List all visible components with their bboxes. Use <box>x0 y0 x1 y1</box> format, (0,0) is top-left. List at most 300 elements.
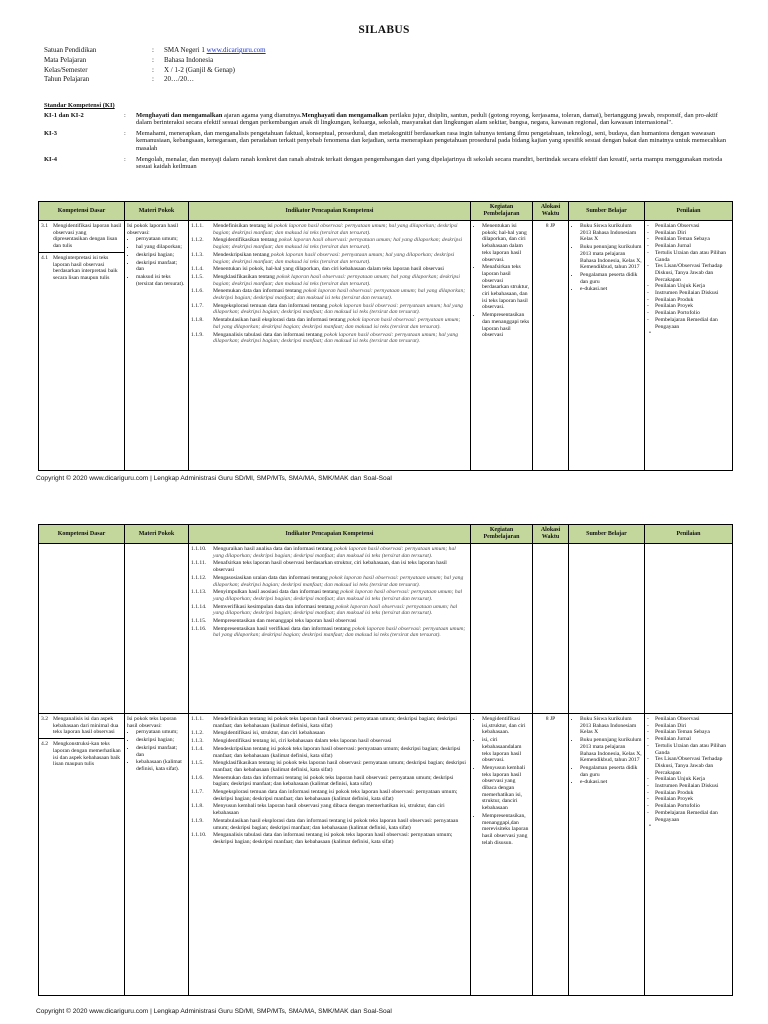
indikator-cell <box>189 221 471 471</box>
indicator-number: 1.1.3. <box>191 738 204 745</box>
header-sumber: Sumber Belajar <box>569 525 645 544</box>
table-header-row <box>39 202 733 221</box>
kd-text: Mengidentifikasi laporan hasil observasi yang dipresentasikan dengan lisan dan tulis <box>53 223 122 250</box>
indicator-text <box>213 803 468 816</box>
list-item: • Buku penunjang kurikulum 2013 mata pelajaran Bahasa Indonesia, Kelas X, Kemendikbud, tahun 2017 <box>580 737 642 764</box>
kd-item <box>41 255 122 282</box>
list-item <box>647 736 730 743</box>
indicator-text-plain: Menemukan data dan informasi tentang <box>213 288 304 295</box>
list-item: • Mempresentasikan dan menanggapi teks laporan hasil observasi <box>482 312 530 339</box>
penilaian-text: Penilaian Teman Sebaya <box>655 236 710 243</box>
list-item: • deskripsi bagian; <box>136 737 186 744</box>
indicator-item <box>191 818 468 831</box>
header-alokasi: Alokasi Waktu <box>533 202 569 221</box>
kd-number: 3.1 <box>41 223 48 229</box>
meta-colon: : <box>152 65 154 74</box>
dash-bullet: - <box>647 236 649 243</box>
dash-bullet: - <box>647 263 649 270</box>
school-name: SMA Negeri 1 <box>164 46 205 54</box>
indicator-text-plain: Mengklasifikasikan tentang isi pokok teks laporan hasil observasi: pernyataan umum; deskripsi bagian; deskripsi manfaat; dan kebahasaan (kalimat definisi, kata sifat) <box>213 760 466 773</box>
indicator-text-plain: Mengklasifikasikan tentang <box>213 273 277 280</box>
meta-colon: : <box>152 55 154 64</box>
indicator-number: 1.1.10. <box>191 832 207 839</box>
dash-bullet: - <box>647 796 649 803</box>
indicator-text <box>213 288 468 301</box>
indicator-text-italic: pokok laporan hasil observasi: pernyataan umum; hal yang dilaporkan; deskripsi bagian; deskripsi manfaat; dan maksud isi teks (tersirat dan tersurat). <box>213 317 461 330</box>
list-item <box>647 716 730 723</box>
penilaian-list <box>647 223 730 337</box>
indicator-text-plain: Mendefinisikan tentang isi pokok teks laporan hasil observasi: pernyataan umum; deskripsi bagian; deskripsi manfaat; dan kebahasaan (kalimat definisi, kata sifat) <box>213 716 457 729</box>
list-item <box>647 783 730 790</box>
kd-text: Menginterpretasi isi teks laporan hasil observasi berdasarkan interpretasi baik secara lisan maupun tulis <box>53 254 118 281</box>
dash-bullet: - <box>647 716 649 722</box>
kd-divider <box>39 252 124 253</box>
penilaian-text: Tertulis Uraian dan atau Pilihan Ganda <box>655 742 727 756</box>
syllabus-table-1 <box>38 201 733 471</box>
list-item: • Pengalaman peserta didik dan guru <box>580 272 642 285</box>
indicator-text-italic: pokok laporan hasil observasi: pernyataan umum; hal yang dilaporkan; deskripsi bagian; deskripsi manfaat; dan maksud isi teks (tersirat dan tersurat). <box>213 546 456 559</box>
materi-cell <box>125 221 189 471</box>
header-indikator: Indikator Pencapaian Kompetensi <box>189 202 471 221</box>
table-row <box>39 714 733 996</box>
kd-item <box>41 223 122 250</box>
header-kegiatan: Kegiatan Pembelajaran <box>471 202 533 221</box>
list-item: • Mempresentasikan, menanggapi,dan merevisiteks laporan hasil observasi yang telah disusun. <box>482 813 530 847</box>
header-kompetensi-dasar: Kompetensi Dasar <box>39 202 125 221</box>
indicator-number: 1.1.11. <box>191 560 207 567</box>
indicator-item <box>191 618 468 625</box>
indicator-text <box>213 738 468 745</box>
indicator-number: 1.1.4. <box>191 745 204 752</box>
indicator-text <box>213 575 468 588</box>
materi-list <box>127 729 186 772</box>
indicator-text-plain: Mentabulasikan hasil eksplorasi data dan informasi tentang <box>213 317 348 324</box>
header-penilaian: Penilaian <box>645 202 733 221</box>
ki-bold: Menghayati dan mengamalkan <box>136 111 223 119</box>
list-item <box>647 297 730 304</box>
indicator-item <box>191 575 468 588</box>
sumber-list <box>571 223 642 293</box>
indicator-text <box>213 618 468 625</box>
indicator-text-plain: Menganalisis tabulasi data dan informasi tentang isi pokok teks laporan hasil observasi: pernyataan umum; deskripsi bagian; deskripsi manfaat; dan kebahasaan (kalimat definisi, kata sifat) <box>213 832 453 845</box>
kd-cell <box>39 544 125 714</box>
dash-bullet: - <box>647 303 649 310</box>
table-row <box>39 544 733 714</box>
list-item <box>647 723 730 730</box>
kegiatan-cell <box>471 221 533 471</box>
indicator-number: 1.1.12. <box>191 574 207 581</box>
penilaian-text: Penilaian Unjuk Kerja <box>655 283 706 290</box>
indicator-number: 1.1.7. <box>191 302 204 309</box>
kd-number: 4.1 <box>41 254 48 261</box>
indicator-text <box>213 223 468 236</box>
list-item <box>647 776 730 783</box>
kd-text: Menganalisis isi dan aspek kebahasaan dari minimal dua teks laporan hasil observasi <box>53 716 119 736</box>
list-item: • maksud isi teks (tersirat dan tersurat). <box>136 274 186 287</box>
indicator-item <box>191 604 468 617</box>
indicator-text <box>213 303 468 316</box>
sumber-list <box>571 716 642 786</box>
indicator-text <box>213 237 468 250</box>
indicator-text-plain: Mengasosiasikan uraian data dan informasi tentang <box>213 574 330 581</box>
dash-bullet: - <box>647 776 649 783</box>
penilaian-cell <box>645 544 733 714</box>
header-materi-pokok: Materi Pokok <box>125 202 189 221</box>
meta-colon: : <box>152 75 154 84</box>
indicator-text <box>213 789 468 802</box>
list-item <box>647 756 730 776</box>
list-item: • pernyataan umum; <box>136 729 186 736</box>
penilaian-text: Penilaian Observasi <box>655 223 700 229</box>
indicator-text <box>213 560 468 573</box>
materi-list <box>127 236 186 287</box>
indicator-item <box>191 738 468 745</box>
document-title: SILABUS <box>358 24 410 36</box>
indicator-number: 1.1.4. <box>191 266 204 273</box>
alokasi-cell: 8 JP <box>533 221 569 471</box>
indicator-text-plain: Mendeskripsikan tentang <box>213 251 271 258</box>
indicator-text-plain: Mendeskripsikan tentang isi pokok teks laporan hasil observasi: pernyataan umum; deskripsi bagian; deskripsi manfaat; dan kebahasaan (kalimat definisi, kata sifat) <box>213 745 461 759</box>
indicator-text-plain: Memverifikasi kesimpulan data dan informasi tentang <box>213 603 336 610</box>
standar-kompetensi <box>44 102 734 174</box>
indicator-text <box>213 730 468 737</box>
indicator-number: 1.1.7. <box>191 789 204 796</box>
list-item: • Menafsirkan teks laporan hasil observasi berdasarkan struktur, ciri kebahasaan, dan isi teks laporan hasil observasi. <box>482 264 530 311</box>
dash-bullet: - <box>647 243 649 250</box>
list-item <box>647 743 730 756</box>
indicator-number: 1.1.16. <box>191 625 207 632</box>
indicator-item <box>191 775 468 788</box>
penilaian-text: Penilaian Observasi <box>655 716 700 722</box>
indicator-number: 1.1.6. <box>191 774 204 781</box>
penilaian-text: Instrumen Penilaian Diskusi <box>655 783 719 790</box>
indicator-item <box>191 274 468 287</box>
materi-cell <box>125 714 189 996</box>
indicator-text <box>213 266 468 273</box>
meta-value: 20…/20… <box>164 75 194 84</box>
indicator-text <box>213 716 468 729</box>
dash-bullet: - <box>647 803 649 810</box>
indicator-number: 1.1.10. <box>191 546 207 552</box>
list-item <box>647 250 730 263</box>
list-item <box>647 243 730 250</box>
header-penilaian: Penilaian <box>645 525 733 544</box>
indicator-item <box>191 288 468 301</box>
penilaian-cell <box>645 221 733 471</box>
dash-bullet: - <box>647 809 649 816</box>
indicator-number: 1.1.13. <box>191 589 207 596</box>
sumber-cell <box>569 221 645 471</box>
header-indikator: Indikator Pencapaian Kompetensi <box>189 525 471 544</box>
meta-key: Tahun Pelajaran <box>44 75 90 84</box>
ki-colon: : <box>124 129 126 137</box>
indicator-text <box>213 818 468 831</box>
indicator-text-plain: Mengidentifikasi isi, struktur, dan ciri kebahasaan <box>213 730 325 737</box>
list-item: • kebahasaan (kalimat definisi, kata sifat). <box>136 759 186 772</box>
dash-bullet: - <box>647 316 649 323</box>
sumber-cell <box>569 544 645 714</box>
penilaian-text: Penilaian Produk <box>655 296 694 303</box>
footer-copyright: Copyright © 2020 www.dicariguru.com | Lengkap Administrasi Guru SD/MI, SMP/MTs, SMA/MA, SMK/MAK dan Soal-Soal <box>36 475 392 482</box>
list-item <box>647 230 730 237</box>
indicator-item <box>191 252 468 265</box>
indicator-item <box>191 223 468 236</box>
indicator-text-plain: Mempresentasikan hasil verifikasi data dan informasi tentang <box>213 625 353 632</box>
list-item: • Mengidentifikasi isi,struktur, dan ciri kebahasaan. <box>482 716 530 736</box>
indicator-text <box>213 546 468 559</box>
penilaian-list <box>647 716 730 830</box>
ki-heading: Standar Kompetensi (KI) <box>44 102 115 109</box>
list-item <box>647 310 730 317</box>
meta-colon: : <box>152 46 154 54</box>
indicator-item <box>191 760 468 773</box>
penilaian-text: Penilaian Diri <box>655 722 687 729</box>
indicator-item <box>191 746 468 759</box>
table-header-row <box>39 525 733 544</box>
indicator-text <box>213 746 468 759</box>
website-link[interactable]: www.dicariguru.com <box>206 46 266 54</box>
syllabus-table-2 <box>38 524 733 996</box>
indicator-item <box>191 266 468 273</box>
dash-bullet: - <box>647 249 649 256</box>
indicator-text <box>213 775 468 788</box>
indicator-number: 1.1.9. <box>191 331 204 338</box>
penilaian-text: Penilaian Jurnal <box>655 736 691 743</box>
list-item: • Buku Siswa kurikulum 2013 Bahasa Indonesiam Kelas X <box>580 716 642 736</box>
list-item <box>647 729 730 736</box>
dash-bullet: - <box>647 223 649 229</box>
header-alokasi: Alokasi Waktu <box>533 525 569 544</box>
indicator-text <box>213 589 468 602</box>
list-item: • pernyataan umum; <box>136 236 186 243</box>
ki-text-part: perilaku jujur, disiplin, santun, peduli (gotong royong, kerjasama, toleran, damai), bertanggung jawab, responsif, dan pro-aktif dalam berinteraksi secara efektif sesuai dengan perkembangan anak di lingkungan, keluarga, sekolah, masyarakat dan lingkungan alam sekitar, bangsa, negara, kawasan regional, dan kawasan internasional". <box>136 111 718 127</box>
list-item <box>647 236 730 243</box>
kd-number: 3.2 <box>41 716 48 722</box>
indicator-text <box>213 332 468 345</box>
list-item <box>647 790 730 797</box>
penilaian-text: Penilaian Teman Sebaya <box>655 729 710 736</box>
indicator-text-plain: Mengidentifikasikan tentang <box>213 237 279 244</box>
penilaian-text: Pembelajaran Remedial dan Pengayaan <box>655 809 718 823</box>
indicator-number: 1.1.15. <box>191 618 207 625</box>
ki-text: Mengolah, menalar, dan menyaji dalam ranah konkret dan ranah abstrak terkait dengan pengembangan dari yang dipelajarinya di sekolah secara mandiri, bertindak secara efektif dan kreatif, serta mampu menggunakan metoda sesuai kaidah keilmuan <box>136 155 723 171</box>
indicator-text-plain: Menemukan data dan informasi tentang isi pokok teks laporan hasil observasi: pernyataan umum; deskripsi bagian; deskripsi manfaat; dan kebahasaan (kalimat definisi, kata sifat) <box>213 774 454 788</box>
indicator-number: 1.1.1. <box>191 223 204 229</box>
list-item <box>647 263 730 283</box>
indicator-text-plain: Menganalisis tabulasi data dan informasi tentang <box>213 331 324 338</box>
materi-intro: Isi pokok laporan hasil observasi: <box>127 223 179 236</box>
ki-key: KI-4 <box>44 155 57 163</box>
penilaian-text: Tes Lisan/Observasi Terhadap Diskusi, Tanya Jawab dan Percakapan <box>655 756 723 776</box>
indikator-cell <box>189 544 471 714</box>
indicator-text-plain: Mengidentifikasi tentang isi, ciri kebahasaan dalam teks laporan hasil observasi <box>213 738 392 745</box>
penilaian-text: Penilaian Portofolio <box>655 803 700 810</box>
list-item <box>647 317 730 330</box>
indicator-item <box>191 546 468 559</box>
ki-key: KI-1 dan KI-2 <box>44 111 84 119</box>
penilaian-text: Penilaian Proyek <box>655 796 694 803</box>
alokasi-cell: 8 JP <box>533 714 569 996</box>
indicator-number: 1.1.6. <box>191 288 204 295</box>
ki-text: Memahami, menerapkan, dan menganalisis pengetahuan faktual, konseptual, prosedural, dan metakognitif berdasarkan rasa ingin tahunya tentang ilmu pengetahuan, teknologi, seni, budaya, dan humaniora dengan wawasan kemanusiaan, kebangsaan, kenegaraan, dan peradaban terkait penyebab fenomena dan kejadian, serta menerapkan pengetahuan prosedural pada bidang kajian yang spesifik sesuai dengan bakat dan minatnya untuk memecahkan masalah <box>136 129 726 152</box>
list-item: • hal yang dilaporkan; <box>136 244 186 251</box>
dash-bullet: - <box>647 736 649 743</box>
indicator-text-plain: Mendefinisikan tentang isi <box>213 223 275 229</box>
kd-item <box>41 716 122 736</box>
indicator-number: 1.1.2. <box>191 237 204 244</box>
footer-copyright: Copyright © 2020 www.dicariguru.com | Lengkap Administrasi Guru SD/MI, SMP/MTs, SMA/MA, SMK/MAK dan Soal-Soal <box>36 1008 392 1015</box>
list-item: • Pengalaman peserta didik dan guru <box>580 765 642 778</box>
list-item: • Menentukan isi pokok; hal-hal yang dilaporkan, dan ciri kebahasaan dalam teks laporan hasil observasi. <box>482 223 530 263</box>
indicator-item <box>191 789 468 802</box>
dash-bullet: - <box>647 783 649 790</box>
indicator-item <box>191 317 468 330</box>
indicator-item <box>191 832 468 845</box>
penilaian-text: Penilaian Produk <box>655 789 694 796</box>
indicator-text-italic: pokok laporan hasil observasi: pernyataan umum; hal yang dilaporkan; deskripsi bagian; deskripsi manfaat; dan maksud isi teks (tersirat dan tersurat). <box>213 625 466 639</box>
penilaian-text: Pembelajaran Remedial dan Pengayaan <box>655 316 718 330</box>
header-sumber: Sumber Belajar <box>569 202 645 221</box>
indicator-text <box>213 604 468 617</box>
indicator-text-italic: pokok laporan hasil observasi: pernyataan umum; hal yang dilaporkan; deskripsi bagian; deskripsi manfaat; dan maksud isi teks (tersirat dan tersurat). <box>213 288 466 302</box>
ki-colon: : <box>124 111 126 119</box>
list-item: • isi, ciri kebahasaandalam teks laporan hasil observasi. <box>482 737 530 764</box>
indikator-cell <box>189 714 471 996</box>
ki-row <box>44 112 734 127</box>
list-item <box>647 290 730 297</box>
empty-bullet: • <box>649 823 651 830</box>
dash-bullet: - <box>647 742 649 749</box>
indicator-item <box>191 730 468 737</box>
indicator-text-plain: Mengeksplorasi temuan data dan informasi tentang isi pokok teks laporan hasil observasi: pernyataan umum; deskripsi bagian; deskripsi manfaat; dan kebahasaan (kalimat definisi, kata sifat) <box>213 789 458 802</box>
indicator-text-plain: Menyusun kembali teks laporan hasil observasi yang dibaca dengan memerhatikan isi, struktur, dan ciri kebahasaan <box>213 803 445 817</box>
indicator-text-plain: Mengeksplorasi temuan data dan informasi tentang <box>213 302 329 309</box>
kegiatan-list <box>473 223 530 339</box>
meta-row-satuan <box>44 46 266 56</box>
meta-row-tahun <box>44 75 266 85</box>
kd-divider <box>39 738 124 739</box>
list-item <box>647 803 730 810</box>
header-kegiatan: Kegiatan Pembelajaran <box>471 525 533 544</box>
dash-bullet: - <box>647 296 649 303</box>
penilaian-text: Penilaian Unjuk Kerja <box>655 776 706 783</box>
penilaian-text: Penilaian Proyek <box>655 303 694 310</box>
indicator-number: 1.1.8. <box>191 803 204 810</box>
sumber-cell <box>569 714 645 996</box>
indicator-text-plain: Mentabulasikan hasil eksplorasi data dan informasi tentang isi pokok teks laporan hasil observasi: pernyataan umum; deskripsi bagian; deskripsi manfaat; dan kebahasaan (kalimat definisi, kata sifat) <box>213 817 459 831</box>
ki-text-part: ajaran agama yang dianutnya. <box>222 111 302 119</box>
penilaian-text: Instrumen Penilaian Diskusi <box>655 290 719 297</box>
materi-cell <box>125 544 189 714</box>
list-item: • e-dukasi.net <box>580 779 642 786</box>
penilaian-text: Penilaian Jurnal <box>655 243 691 250</box>
dash-bullet: - <box>647 756 649 763</box>
kd-text: Mengkonstruksi-kan teks laporan dengan memerhatikan isi dan aspek kebahasaan baik lisan maupun tulis <box>53 741 121 768</box>
indicator-text-plain: Menentukan isi pokok, hal-hal yang dilaporkan, dan ciri kebahasaan dalam teks laporan hasil observasi <box>213 266 444 273</box>
dash-bullet: - <box>647 229 649 236</box>
list-item: • deskripsi bagian; <box>136 252 186 259</box>
indicator-text-plain: Menguraikan hasil analisa data dan informasi tentang <box>213 546 335 552</box>
penilaian-text: Penilaian Diri <box>655 229 687 236</box>
indicator-item <box>191 237 468 250</box>
ki-row <box>44 130 734 153</box>
ki-bold: Menghayati dan mengamalkan <box>301 111 388 119</box>
indicator-text <box>213 274 468 287</box>
meta-key: Satuan Pendidikan <box>44 46 97 54</box>
header-materi-pokok: Materi Pokok <box>125 525 189 544</box>
indicator-text-italic: pokok laporan hasil observasi: pernyataan umum; hal yang dilaporkan; deskripsi bagian; deskripsi manfaat; dan maksud isi teks (tersirat dan tersurat). <box>213 223 458 236</box>
empty-bullet: • <box>649 330 651 337</box>
penilaian-text: Tes Lisan/Observasi Terhadap Diskusi, Tanya Jawab dan Percakapan <box>655 263 723 283</box>
dash-bullet: - <box>647 729 649 736</box>
indicator-number: 1.1.8. <box>191 317 204 324</box>
indicator-text-italic: pokok laporan hasil observasi: pernyataan umum; hal yang dilaporkan; deskripsi bagian; deskripsi manfaat; dan maksud isi teks (tersirat dan tersurat). <box>213 603 458 617</box>
alokasi-cell <box>533 544 569 714</box>
list-item: • deskripsi manfaat; dan <box>136 745 186 758</box>
kd-number: 4.2 <box>41 741 48 748</box>
penilaian-text: Tertulis Uraian dan atau Pilihan Ganda <box>655 249 727 263</box>
meta-key: Mata Pelajaran <box>44 55 87 64</box>
kd-cell <box>39 714 125 996</box>
meta-row-mapel <box>44 56 266 66</box>
indicator-text-plain: Menafsirkan teks laporan hasil observasi berdasarkan struktur, ciri kebahasaan, dan isi teks laporan hasil observasi <box>213 560 447 574</box>
list-item <box>647 223 730 230</box>
dash-bullet: - <box>647 789 649 796</box>
indicator-item <box>191 589 468 602</box>
indicator-item <box>191 716 468 729</box>
meta-value: Bahasa Indonesia <box>164 55 214 64</box>
indicator-text <box>213 317 468 330</box>
penilaian-text: Penilaian Portofolio <box>655 310 700 317</box>
list-item: • deskripsi manfaat; dan <box>136 260 186 273</box>
dash-bullet: - <box>647 290 649 297</box>
indicator-text-plain: Mempresentasikan dan menanggapi teks laporan hasil observasi <box>213 618 357 625</box>
indicator-text <box>213 252 468 265</box>
dash-bullet: - <box>647 722 649 729</box>
indicator-text-italic: pokok laporan hasil observasi: pernyataan umum; hal yang dilaporkan; deskripsi bagian; deskripsi manfaat; dan maksud isi teks (tersirat dan tersurat). <box>213 237 463 251</box>
indicator-text-italic: pokok laporan hasil observasi: pernyataan umum; hal yang dilaporkan; deskripsi bagian; deskripsi manfaat; dan maksud isi teks (tersirat dan tersurat). <box>213 302 463 316</box>
indicator-text-italic: pokok laporan hasil observasi: pernyataan umum; hal yang dilaporkan; deskripsi bagian; deskripsi manfaat; dan maksud isi teks (tersirat dan tersurat). <box>213 574 464 588</box>
indicator-item <box>191 332 468 345</box>
indicator-item <box>191 626 468 639</box>
indicator-text-plain: Menyimpulkan hasil asosiasi data dan informasi tentang <box>213 589 341 596</box>
ki-key: KI-3 <box>44 129 57 137</box>
list-item: • Buku penunjang kurikulum 2013 mata pelajaran Bahasa Indonesia, Kelas X, Kemendikbud, tahun 2017 <box>580 244 642 271</box>
indicator-item <box>191 560 468 573</box>
indicator-number: 1.1.5. <box>191 273 204 280</box>
indicator-item <box>191 303 468 316</box>
kegiatan-cell <box>471 714 533 996</box>
indicator-text-italic: pokok laporan hasil observasi: pernyataan umum; hal yang dilaporkan; deskripsi bagian; deskripsi manfaat; dan maksud isi teks (tersirat dan tersurat). <box>213 251 455 265</box>
indicator-text <box>213 626 468 639</box>
kd-item <box>41 741 122 768</box>
materi-intro: Isi pokok teks laporan hasil observasi: <box>127 716 177 729</box>
indicator-number: 1.1.2. <box>191 730 204 737</box>
list-item <box>647 283 730 290</box>
indicator-number: 1.1.9. <box>191 817 204 824</box>
table-row <box>39 221 733 471</box>
kd-cell <box>39 221 125 471</box>
kegiatan-list <box>473 716 530 846</box>
header-kompetensi-dasar: Kompetensi Dasar <box>39 525 125 544</box>
meta-row-kelas <box>44 66 266 76</box>
indicator-text-italic: pokok laporan hasil observasi: pernyataan umum; hal yang dilaporkan; deskripsi bagian; deskripsi manfaat; dan maksud isi teks (tersirat dan tersurat). <box>213 589 463 602</box>
indicator-text-italic: pokok laporan hasil observasi: pernyataan umum; hal yang dilaporkan; deskripsi bagian; deskripsi manfaat; dan maksud isi teks (tersirat dan tersurat). <box>213 331 458 345</box>
indicator-text <box>213 832 468 845</box>
meta-value: X / 1-2 (Ganjil & Genap) <box>164 65 235 74</box>
indicator-number: 1.1.5. <box>191 760 204 767</box>
indicator-number: 1.1.14. <box>191 603 207 610</box>
